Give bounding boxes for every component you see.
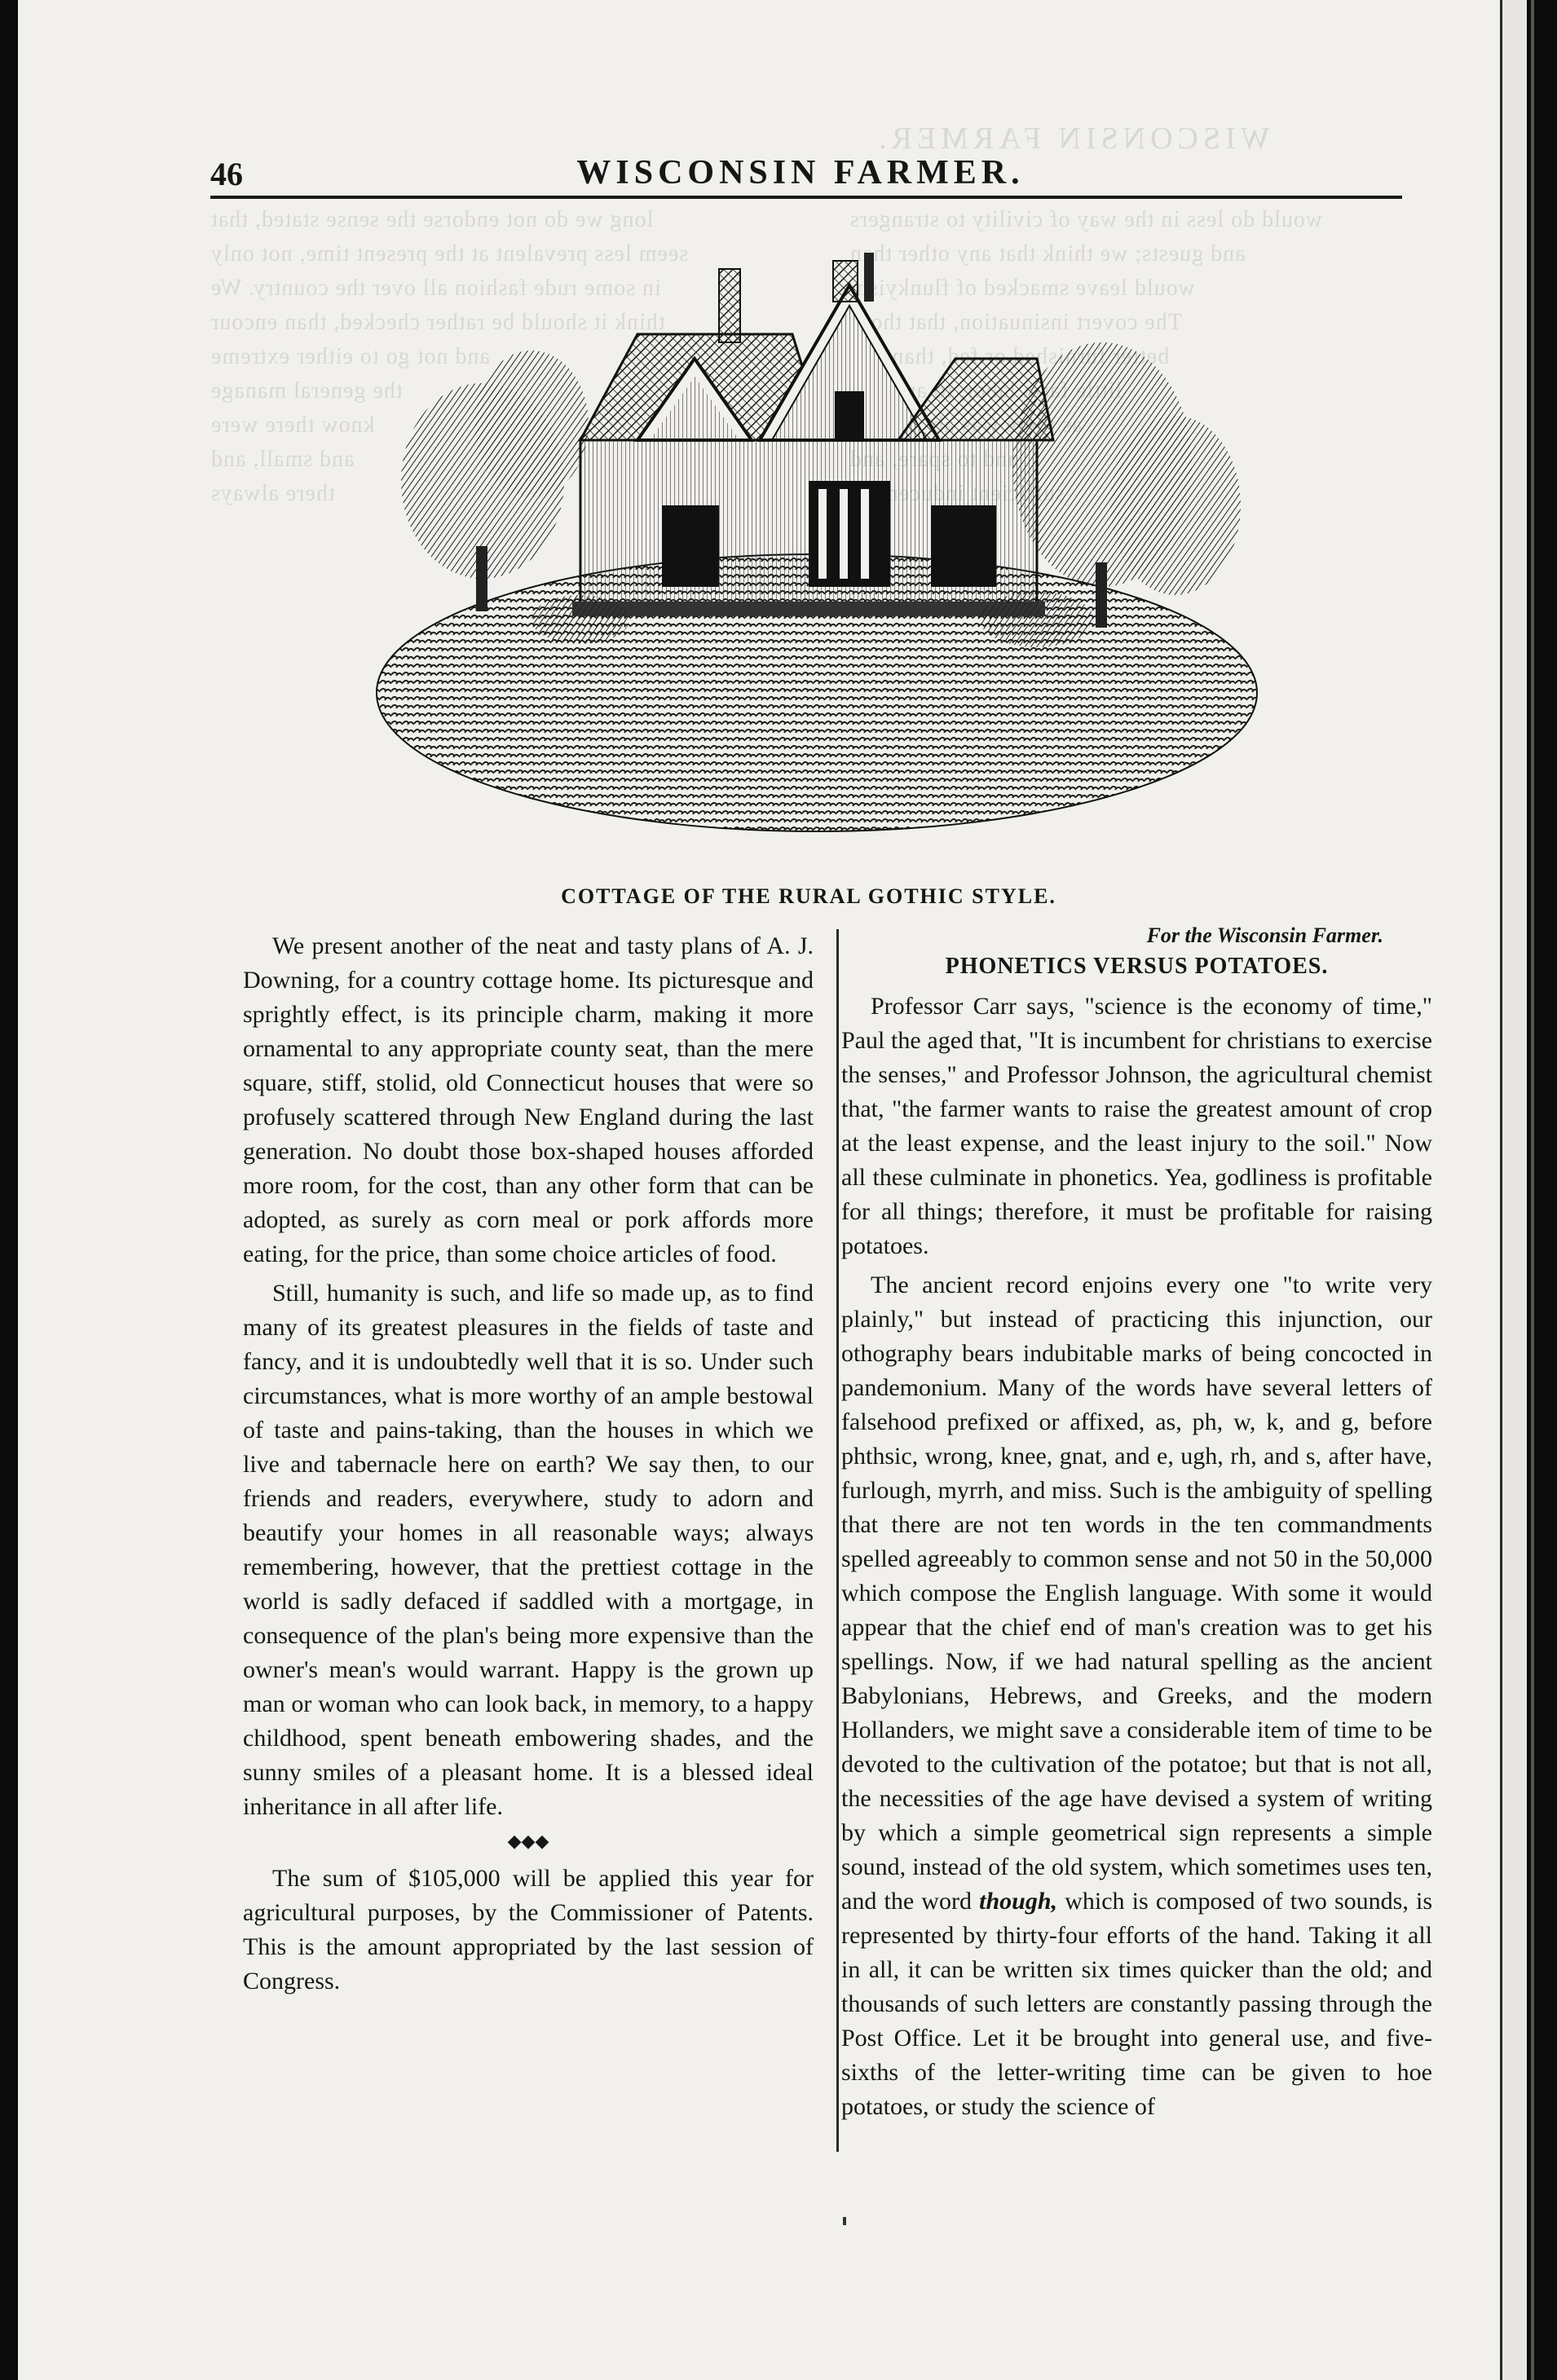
show-through-line: The covert insinuation, that those: [849, 310, 1183, 335]
show-through-line: there always: [210, 481, 335, 506]
paragraph-text: The ancient record enjoins every one "to write very plainly," but instead of practicing this injunction, our othography bears indubitable marks of being concocted in pandemonium. Many of the words have several letters of falsehood prefixed or affixed, as, ph, w, k, and g, before phthsic, wrong, knee, gnat, and e, ugh, rh, and s, after have, furlough, myrrh, and miss. Such is the ambiguity of spelling that there are not ten words in the ten commandments spelled agreeably to common sense and not 50 in the 50,000 which compose the English language. With some it would appear that the chief end of man's creation was to get his spellings. Now, if we had natural spelling as the ancient Babylonians, Hebrews, and Greeks, and the modern Hollanders, we might save a considerable item of time to be devoted to the cultivation of the potatoe; but that is not all, the necessities of the age have devised a system of writing by which a simple geometrical sign represents a simple sound, instead of the old system, which sometimes uses ten, and the word: [841, 1272, 1432, 1915]
show-through-line: and not go to either extreme: [210, 344, 490, 369]
news-item: The sum of $105,000 will be applied this year for agricultural purposes, by the Commissioner of Patents. This is the amount appropriated by the last session of Congress.: [243, 1865, 814, 1994]
header-rule: [210, 196, 1402, 199]
show-through-line: in some rude fashion all over the country. We: [210, 275, 661, 301]
illustration-caption: COTTAGE OF THE RURAL GOTHIC STYLE.: [561, 884, 1056, 908]
show-through-header: WISCONSIN FARMER.: [874, 121, 1270, 156]
emphasized-word: though,: [979, 1888, 1058, 1915]
article-paragraph: Still, humanity is such, and life so made up, as to find many of its greatest pleasures in the fields of taste and fancy, and it is undoubtedly well that it is so. Under such circumstances, what is more worthy of an ample bestowal of taste and pains-taking, than the houses in which we live and tabernacle here on earth? We say then, to our friends and readers, everywhere, study to adorn and beautify your homes in all reasonable ways; always remembering, however, that the prettiest cottage in the world is sadly defaced if saddled with a mortgage, in consequence of the plan's being more expensive than the owner's mean's would warrant. Happy is the grown up man or woman who can look back, in memory, to a happy childhood, spent beneath embowering shades, and the sunny smiles of a pleasant home. It is a blessed ideal inheritance in all after life.: [243, 1280, 814, 1820]
show-through-line: would leave smacked of flunkyism: [849, 275, 1195, 301]
cottage: [572, 253, 1053, 616]
newspaper-page: [18, 0, 1500, 2380]
column-rule: [836, 929, 839, 2152]
article-paragraph: We present another of the neat and tasty plans of A. J. Downing, for a country cottage home. Its picturesque and sprightly effect, is its principle charm, making it more ornamental to any appropriate county seat, than the mere square, stiff, stolid, old Connecticut houses that were so profusely scattered through New England during the last generation. No doubt those box-shaped houses afforded more room, for the cost, than any other form that can be adopted, as surely as corn meal or pork affords more eating, for the price, than some choice articles of food.: [243, 932, 814, 1267]
ink-speck: [843, 2217, 846, 2225]
article-title: PHONETICS VERSUS POTATOES.: [945, 954, 1329, 979]
article-paragraph: [841, 1268, 1432, 2124]
show-through-line: and guests; we think that any other than: [849, 241, 1246, 267]
show-through-line: know there were: [210, 412, 375, 438]
running-head: WISCONSIN FARMER.: [576, 154, 1025, 192]
left-tree: [401, 350, 589, 611]
show-through-line: the general manage: [210, 378, 403, 403]
show-through-line: seem less prevalent at the present time, not only: [210, 241, 689, 267]
left-column: [243, 929, 814, 1999]
show-through-line: think it should be rather checked, than encour: [210, 310, 665, 335]
byline: For the Wisconsin Farmer.: [1146, 923, 1383, 947]
show-through-line: and small, and: [210, 447, 355, 472]
show-through-line: would do less in the way of civility to strangers: [849, 207, 1323, 232]
page-number: 46: [210, 156, 243, 192]
adjacent-page-edge: [1500, 0, 1527, 2380]
cottage-engraving: [368, 236, 1265, 856]
right-column: [841, 921, 1432, 2124]
article-paragraph: Professor Carr says, "science is the economy of time," Paul the aged that, "It is incumbent for christians to exercise the senses," and Professor Johnson, the agricultural chemist that, "the farmer wants to raise the greatest amount of crop at the least expense, and the least injury to the soil." Now all these culminate in phonetics. Yea, godliness is profitable for all things; therefore, it must be profitable for raising potatoes.: [841, 993, 1432, 1259]
show-through-line: better furnished or fed, than any: [849, 344, 1170, 369]
show-through-line: long we do not endorse the sense stated, that: [210, 207, 654, 232]
section-ornament: ◆◆◆: [507, 1831, 549, 1851]
paragraph-text: which is composed of two sounds, is represented by thirty-four efforts of the hand. Taking it all in all, it can be written six times quicker than the old; and thousands of such letters are constantly passing through the Post Office. Let it be brought into general use, and five-sixths of the letter-writing time can be given to hoe potatoes, or study the science of: [841, 1888, 1432, 2120]
binding-edge: [1531, 0, 1534, 2380]
